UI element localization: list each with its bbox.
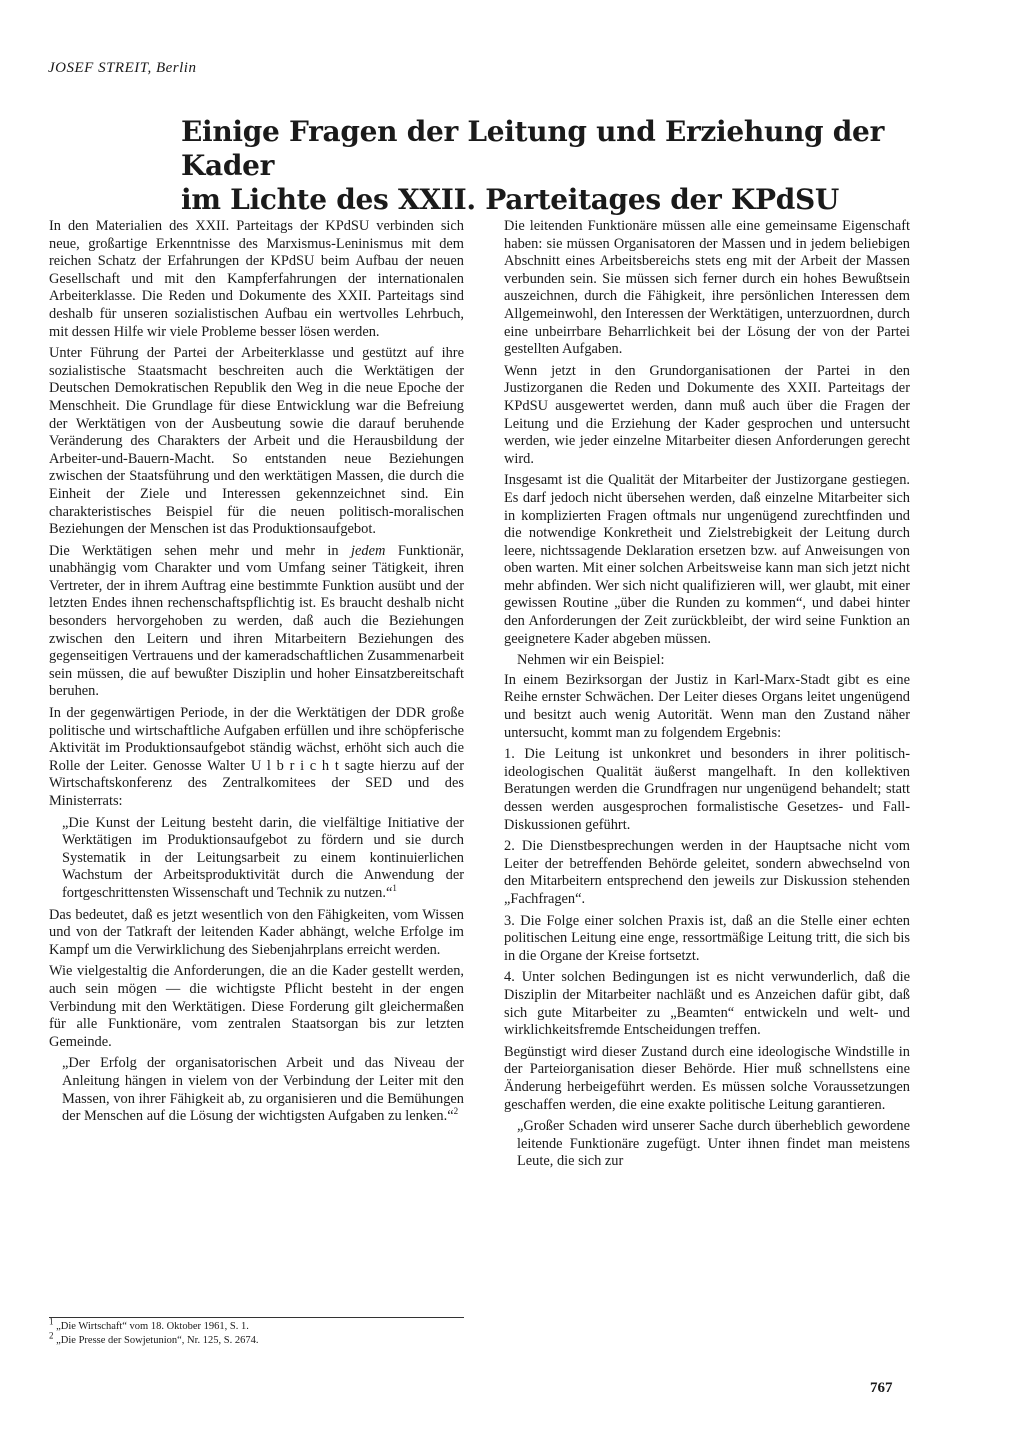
- article-title: [181, 115, 941, 217]
- title-line-1: Einige Fragen der Leitung und Erziehung der Kader: [181, 115, 885, 182]
- paragraph: Die leitenden Funktionäre müssen alle eine gemeinsame Eigenschaft haben: sie müssen Organisatoren der Massen und in jedem beliebigen Abschnitt eines Arbeitsbereichs stets eng mit der Arbeit der Massen verbunden sein. Sie müssen sich ferner durch ein hohes Bewußtsein auszeichnen, durch die Fähigkeit, ihre persönlichen Interessen dem Allgemeinwohl, den Interessen der Werktätigen, unterzuordnen, durch eine unbeirrbare Beharrlichkeit bei der Lösung der von der Partei gestellten Aufgaben.: [504, 218, 910, 358]
- list-item: 1. Die Leitung ist unkonkret und besonders in ihrer politisch-ideologischen Qualität äußerst mangelhaft. In den kollektiven Beratungen werden die Grundfragen nur ungenügend behandelt; statt dessen werden ausgesprochen formalistische Gesetzes- und Fall-Diskussionen geführt.: [504, 746, 910, 833]
- paragraph: Unter Führung der Partei der Arbeiterklasse und gestützt auf ihre sozialistische Staatsmacht beschreiten auch die Werktätigen der Deutschen Demokratischen Republik den Weg in die neue Epoche der Menschheit. Die Grundlage für diese Entwicklung war die Befreiung der Werktätigen von der Ausbeutung sowie die darauf beruhende Veränderung des Charakters der Arbeit und die Herausbildung der Arbeiter-und-Bauern-Macht. So entstanden neue Beziehungen zwischen der Staatsführung und den werktätigen Massen, die durch die Einheit der Ziele und Interessen gekennzeichnet sind. Ein charakteristisches Beispiel für die neuen politisch-moralischen Beziehungen der Menschen ist das Produktionsaufgebot.: [49, 345, 464, 538]
- author-name: JOSEF STREIT: [48, 60, 148, 76]
- paragraph: Wenn jetzt in den Grundorganisationen der Partei in den Justizorganen die Reden und Dokumente des XXII. Parteitags der KPdSU ausgewertet werden, dann muß auch über die Fragen der Leitung und die Erziehung der Kader gesprochen und untersucht werden, wie jeder einzelne Mitarbeiter diesen Anforderungen gerecht wird.: [504, 362, 910, 467]
- list-item: 3. Die Folge einer solchen Praxis ist, daß an die Stelle einer echten politischen Leitung eine enge, ressortmäßige Leitung tritt, die sich bis in die Organe der Kreise fortsetzt.: [504, 912, 910, 964]
- footnotes: [49, 1317, 464, 1348]
- page-number: 767: [870, 1380, 893, 1396]
- author-line: JOSEF STREIT, Berlin: [48, 60, 197, 76]
- list-item: 2. Die Dienstbesprechungen werden in der Hauptsache nicht vom Leiter der betreffenden Behörde geleitet, sondern abwechselnd von den Mitarbeitern entsprechend den jeweils zur Diskussion stehenden „Fachfragen“.: [504, 838, 910, 907]
- spaced-name: U l b r i c h t: [250, 757, 339, 774]
- footnote: $^2$ „Die Presse der Sowjetunion“, Nr. 125, S. 2674.: [49, 1330, 259, 1346]
- footnote-ref: 1: [392, 883, 397, 894]
- author-city: Berlin: [155, 60, 197, 76]
- list-item: 4. Unter solchen Bedingungen ist es nicht verwunderlich, daß die Disziplin der Mitarbeiter nachläßt und es Anzeichen dafür gibt, daß sich gute Mitarbeiter zu „Beamten“ entwickeln und welt- und wirklichkeitsfremde Entscheidungen treffen.: [504, 969, 910, 1039]
- footnote: $^1$ „Die Wirtschaft“ vom 18. Oktober 1961, S. 1.: [49, 1316, 249, 1332]
- footnote-ref: 2: [453, 1106, 459, 1117]
- paragraph: Wie vielgestaltig die Anforderungen, die an die Kader gestellt werden, auch sein mögen — die wichtigste Pflicht besteht in der engen Verbindung mit den Werktätigen. Diese Forderung gilt gleichermaßen für alle Funktionäre, vom zentralen Staatsorgan bis zur letzten Gemeinde.: [49, 963, 464, 1050]
- paragraph: Das bedeutet, daß es jetzt wesentlich von den Fähigkeiten, vom Wissen und von der Tatkraft der leitenden Kader abhängt, welche Erfolge im Kampf um die Verwirklichung des Siebenjahrplans erreicht werden.: [49, 906, 464, 958]
- title-line-2: im Lichte des XXII. Parteitages der KPdSU: [181, 183, 840, 216]
- right-column: [504, 218, 910, 1175]
- paragraph: Begünstigt wird dieser Zustand durch eine ideologische Windstille in der Parteiorganisation dieser Behörde. Hier muß schnellstens eine Änderung herbeigeführt werden. Es müssen solche Voraussetzungen geschaffen werden, die eine exakte politische Leitung garantieren.: [504, 1043, 910, 1113]
- paragraph: In der gegenwärtigen Periode, in der die Werktätigen der DDR große politische und wirtschaftliche Aufgaben erfüllen und ihre schöpferische Aktivität im Produktionsaufgebot ständig wächst, erhöht sich auch die Rolle der Leiter. Genosse Walter U l b r i c h t sagte hierzu auf der Wirtschaftskonferenz des Zentralkomitees der SED und des Ministerrats:: [49, 705, 464, 809]
- paragraph: In einem Bezirksorgan der Justiz in Karl-Marx-Stadt gibt es eine Reihe ernster Schwächen. Der Leiter dieses Organs leitet ungenügend und besitzt auch wenig Autorität. Wenn man den Zustand näher untersucht, kommt man zu folgendem Ergebnis:: [504, 671, 910, 741]
- block-quote: „Die Kunst der Leitung besteht darin, die vielfältige Initiative der Werktätigen im Produktionsaufgebot zu fördern und sie durch Systematik in der Leitungsarbeit zu einem kontinuierlichen Wachstum der Arbeitsproduktivität durch die Anwendung der fortgeschrittensten Wissenschaft und Technik zu nutzen.“$^1$: [62, 814, 464, 901]
- paragraph: In den Materialien des XXII. Parteitags der KPdSU verbinden sich neue, großartige Erkenntnisse des Marxismus-Leninismus mit dem reichen Schatz der Erfahrungen der KPdSU beim Aufbau der neuen Gesellschaft und mit den Kampferfahrungen der internationalen Arbeiterklasse. Die Reden und Dokumente des XXII. Parteitags sind deshalb für unseren sozialistischen Aufbau ein wertvolles Lehrbuch, mit dessen Hilfe wir viele Probleme besser lösen werden.: [49, 218, 464, 340]
- emphasis: jedem: [351, 542, 386, 559]
- paragraph: Insgesamt ist die Qualität der Mitarbeiter der Justizorgane gestiegen. Es darf jedoch nicht übersehen werden, daß einzelne Mitarbeiter sich in komplizierten Fragen oftmals nur ungenügend zurechtfinden und die notwendige Konkretheit und Zielstrebigkeit der Leitung durch leere, nichtssagende Deklaration ersetzen bzw. auf Anweisungen von oben warten. Mit einer solchen Arbeitsweise kann man sich jetzt nicht mehr abfinden. Wer sich nicht qualifizieren will, wer glaubt, mit einer gewissen Routine „über die Runden zu kommen“, und dabei hinter den Anforderungen der Zeit zurückbleibt, der wird seine Funktion an geeignetere Kader abgeben müssen.: [504, 472, 910, 647]
- paragraph: Nehmen wir ein Beispiel:: [517, 652, 665, 669]
- paragraph: Die Werktätigen sehen mehr und mehr in jedem Funktionär, unabhängig vom Charakter und vom Umfang seiner Tätigkeit, ihren Vertreter, der in ihrem Auftrag eine bestimmte Funktion ausübt und der letzten Endes ihnen rechenschaftspflichtig ist. Es braucht deshalb nicht besonders hervorgehoben zu werden, daß auch die Beziehungen zwischen den Leitern und ihren Mitarbeitern Beziehungen des gegenseitigen Vertrauens und der kameradschaftlichen Zusammenarbeit sein müssen, die auf bewußter Disziplin und hoher Einsatzbereitschaft beruhen.: [49, 542, 464, 700]
- block-quote: „Großer Schaden wird unserer Sache durch überheblich gewordene leitende Funktionäre zugefügt. Unter ihnen findet man meistens Leute, die sich zur: [517, 1118, 910, 1170]
- block-quote: „Der Erfolg der organisatorischen Arbeit und das Niveau der Anleitung hängen in vielem von der Verbindung der Leiter mit den Massen, von ihrer Fähigkeit ab, zu organisieren und die Bemühungen der Menschen auf die Lösung der wichtigsten Aufgaben zu lenken.“$^2$: [62, 1055, 464, 1125]
- left-column: [49, 218, 464, 1130]
